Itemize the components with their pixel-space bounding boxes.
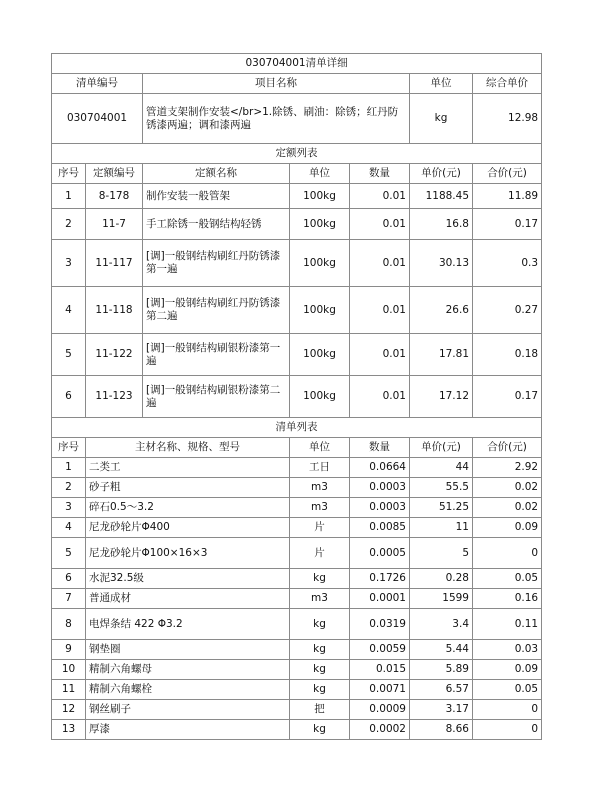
material-total: 0.03: [473, 640, 542, 660]
quota-total: 0.3: [473, 240, 542, 287]
material-name: 二类工: [86, 458, 290, 478]
material-name: 尼龙砂轮片Φ400: [86, 518, 290, 538]
quota-price: 16.8: [410, 209, 473, 240]
quota-no: 4: [52, 287, 86, 334]
quota-code: 11-7: [86, 209, 143, 240]
quota-total: 0.17: [473, 209, 542, 240]
quota-name: [调]一般钢结构刷红丹防锈漆第二遍: [143, 287, 290, 334]
material-name: 尼龙砂轮片Φ100×16×3: [86, 538, 290, 569]
material-unit: 片: [290, 518, 350, 538]
material-row: [52, 700, 542, 720]
material-qty: 0.0003: [350, 498, 410, 518]
quota-code: 11-117: [86, 240, 143, 287]
quota-total: 11.89: [473, 184, 542, 209]
material-row: [52, 538, 542, 569]
material-row: [52, 458, 542, 478]
material-name: 普通成材: [86, 589, 290, 609]
material-qty: 0.1726: [350, 569, 410, 589]
material-price: 5.44: [410, 640, 473, 660]
material-row: [52, 660, 542, 680]
material-name: 精制六角螺栓: [86, 680, 290, 700]
bill-unit: kg: [410, 94, 473, 144]
quota-total: 0.17: [473, 376, 542, 418]
material-price: 5.89: [410, 660, 473, 680]
material-row: [52, 720, 542, 740]
material-row: [52, 569, 542, 589]
quota-qty: 0.01: [350, 209, 410, 240]
quota-qty: 0.01: [350, 376, 410, 418]
quota-qty: 0.01: [350, 334, 410, 376]
material-no: 5: [52, 538, 86, 569]
material-price: 0.28: [410, 569, 473, 589]
material-unit: kg: [290, 609, 350, 640]
table-title: 030704001清单详细: [52, 54, 542, 74]
material-name: 电焊条结 422 Φ3.2: [86, 609, 290, 640]
bill-detail-table: [51, 53, 542, 740]
quota-col-code: 定额编号: [86, 164, 143, 184]
quota-unit: 100kg: [290, 240, 350, 287]
quota-name: [调]一般钢结构刷银粉漆第二遍: [143, 376, 290, 418]
material-total: 0.09: [473, 518, 542, 538]
bill-price: 12.98: [473, 94, 542, 144]
material-total: 0.02: [473, 498, 542, 518]
material-col-price: 单价(元): [410, 438, 473, 458]
quota-code: 11-123: [86, 376, 143, 418]
quota-qty: 0.01: [350, 184, 410, 209]
quota-no: 3: [52, 240, 86, 287]
quota-unit: 100kg: [290, 376, 350, 418]
material-qty: 0.0071: [350, 680, 410, 700]
quota-section-title: 定额列表: [52, 144, 542, 164]
material-total: 0.02: [473, 478, 542, 498]
bill-code: 030704001: [52, 94, 143, 144]
quota-no: 5: [52, 334, 86, 376]
material-no: 10: [52, 660, 86, 680]
quota-name: [调]一般钢结构刷红丹防锈漆第一遍: [143, 240, 290, 287]
quota-price: 30.13: [410, 240, 473, 287]
header-name-label: 项目名称: [143, 74, 410, 94]
material-row: [52, 680, 542, 700]
material-price: 11: [410, 518, 473, 538]
material-row: [52, 640, 542, 660]
material-no: 7: [52, 589, 86, 609]
material-total: 0: [473, 720, 542, 740]
quota-total: 0.27: [473, 287, 542, 334]
material-total: 0.05: [473, 680, 542, 700]
material-qty: 0.0002: [350, 720, 410, 740]
quota-row: [52, 209, 542, 240]
material-price: 6.57: [410, 680, 473, 700]
material-price: 3.17: [410, 700, 473, 720]
material-name: 精制六角螺母: [86, 660, 290, 680]
quota-unit: 100kg: [290, 287, 350, 334]
material-name: 砂子粗: [86, 478, 290, 498]
quota-no: 6: [52, 376, 86, 418]
material-no: 13: [52, 720, 86, 740]
material-price: 1599: [410, 589, 473, 609]
quota-name: 手工除锈一般钢结构轻锈: [143, 209, 290, 240]
quota-price: 26.6: [410, 287, 473, 334]
material-total: 0.16: [473, 589, 542, 609]
quota-col-price: 单价(元): [410, 164, 473, 184]
quota-unit: 100kg: [290, 334, 350, 376]
quota-row: [52, 184, 542, 209]
material-no: 8: [52, 609, 86, 640]
material-total: 0: [473, 700, 542, 720]
quota-row: [52, 287, 542, 334]
material-unit: 工日: [290, 458, 350, 478]
material-col-name: 主材名称、规格、型号: [86, 438, 290, 458]
quota-price: 1188.45: [410, 184, 473, 209]
material-unit: 把: [290, 700, 350, 720]
quota-unit: 100kg: [290, 184, 350, 209]
quota-col-no: 序号: [52, 164, 86, 184]
material-no: 3: [52, 498, 86, 518]
quota-code: 11-122: [86, 334, 143, 376]
quota-code: 8-178: [86, 184, 143, 209]
quota-no: 1: [52, 184, 86, 209]
material-col-no: 序号: [52, 438, 86, 458]
material-unit: 片: [290, 538, 350, 569]
material-price: 5: [410, 538, 473, 569]
material-unit: kg: [290, 569, 350, 589]
header-unit-label: 单位: [410, 74, 473, 94]
material-row: [52, 518, 542, 538]
material-price: 8.66: [410, 720, 473, 740]
material-no: 9: [52, 640, 86, 660]
material-unit: m3: [290, 478, 350, 498]
material-no: 12: [52, 700, 86, 720]
quota-col-unit: 单位: [290, 164, 350, 184]
material-qty: 0.0664: [350, 458, 410, 478]
material-total: 0: [473, 538, 542, 569]
material-total: 0.09: [473, 660, 542, 680]
bill-name: 管道支架制作安装</br>1.除锈、刷油：除锈；红丹防锈漆两遍；调和漆两遍: [143, 94, 410, 144]
material-unit: kg: [290, 660, 350, 680]
header-price-label: 综合单价: [473, 74, 542, 94]
material-qty: 0.0085: [350, 518, 410, 538]
material-qty: 0.0319: [350, 609, 410, 640]
material-col-total: 合价(元): [473, 438, 542, 458]
material-price: 3.4: [410, 609, 473, 640]
material-unit: kg: [290, 680, 350, 700]
material-no: 2: [52, 478, 86, 498]
quota-price: 17.12: [410, 376, 473, 418]
quota-row: [52, 376, 542, 418]
material-name: 钢垫圈: [86, 640, 290, 660]
material-total: 2.92: [473, 458, 542, 478]
material-name: 厚漆: [86, 720, 290, 740]
quota-no: 2: [52, 209, 86, 240]
material-name: 水泥32.5级: [86, 569, 290, 589]
quota-row: [52, 334, 542, 376]
material-row: [52, 609, 542, 640]
quota-code: 11-118: [86, 287, 143, 334]
material-price: 55.5: [410, 478, 473, 498]
material-qty: 0.0001: [350, 589, 410, 609]
header-code-label: 清单编号: [52, 74, 143, 94]
material-qty: 0.0059: [350, 640, 410, 660]
material-unit: m3: [290, 589, 350, 609]
quota-price: 17.81: [410, 334, 473, 376]
quota-qty: 0.01: [350, 287, 410, 334]
material-row: [52, 478, 542, 498]
material-no: 6: [52, 569, 86, 589]
material-qty: 0.0003: [350, 478, 410, 498]
material-name: 碎石0.5～3.2: [86, 498, 290, 518]
material-no: 1: [52, 458, 86, 478]
quota-name: [调]一般钢结构刷银粉漆第一遍: [143, 334, 290, 376]
quota-total: 0.18: [473, 334, 542, 376]
material-total: 0.05: [473, 569, 542, 589]
quota-col-total: 合价(元): [473, 164, 542, 184]
material-col-qty: 数量: [350, 438, 410, 458]
quota-unit: 100kg: [290, 209, 350, 240]
material-qty: 0.0009: [350, 700, 410, 720]
material-no: 4: [52, 518, 86, 538]
material-col-unit: 单位: [290, 438, 350, 458]
material-unit: m3: [290, 498, 350, 518]
material-no: 11: [52, 680, 86, 700]
material-row: [52, 498, 542, 518]
material-unit: kg: [290, 720, 350, 740]
quota-row: [52, 240, 542, 287]
quota-col-name: 定额名称: [143, 164, 290, 184]
material-row: [52, 589, 542, 609]
quota-col-qty: 数量: [350, 164, 410, 184]
material-price: 44: [410, 458, 473, 478]
material-name: 钢丝刷子: [86, 700, 290, 720]
material-qty: 0.0005: [350, 538, 410, 569]
material-total: 0.11: [473, 609, 542, 640]
quota-qty: 0.01: [350, 240, 410, 287]
quota-name: 制作安装一般管架: [143, 184, 290, 209]
material-unit: kg: [290, 640, 350, 660]
material-qty: 0.015: [350, 660, 410, 680]
material-price: 51.25: [410, 498, 473, 518]
material-section-title: 清单列表: [52, 418, 542, 438]
